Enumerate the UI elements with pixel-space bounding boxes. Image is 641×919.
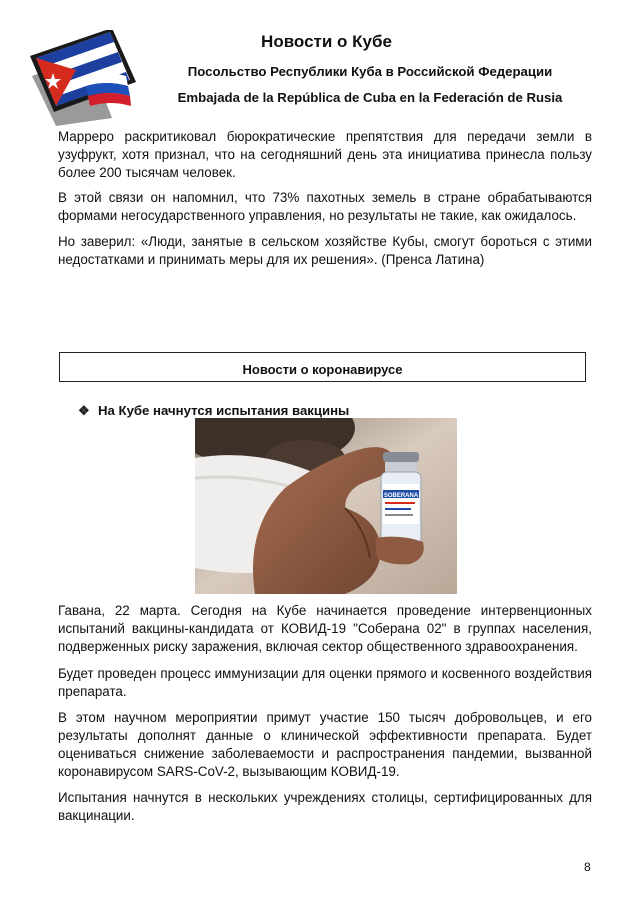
- paragraph: Испытания начнутся в нескольких учреждениях столицы, сертифицированных для вакцинации.: [58, 790, 592, 823]
- paragraph: Будет проведен процесс иммунизации для оценки прямого и косвенного воздействия препарата.: [58, 666, 592, 699]
- vial-label: SOBERANA: [383, 493, 419, 499]
- news-headline: На Кубе начнутся испытания вакцины: [98, 403, 350, 418]
- paragraph: В этом научном мероприятии примут участие 150 тысяч добровольцев, и его результаты дополнят данные о клинической эффективности препарата. Будет оцениваться снижение заболеваемости и распространения пандемии, вызванной коронавирусом SARS-CoV-2, вызывающим КОВИД-19.: [58, 710, 592, 779]
- embassy-name-ru: Посольство Республики Куба в Российской Федерации: [187, 64, 553, 79]
- diamond-bullet-icon: ❖: [78, 403, 90, 418]
- section-header-box: [59, 352, 586, 382]
- paragraph: Гавана, 22 марта. Сегодня на Кубе начинается проведение интервенционных испытаний вакцины-кандидата от КОВИД-19 "Соберана 02" в группах населения, подверженных риску заражения, включая сектор общественного здравоохранения.: [58, 603, 592, 654]
- vaccine-photo: [195, 418, 457, 594]
- news-headline-row: [78, 403, 349, 419]
- paragraph: В этой связи он напомнил, что 73% пахотных земель в стране обрабатываются формами негосударственного управления, но результаты не такие, как ожидалось.: [58, 190, 592, 223]
- section-title: Новости о коронавирусе: [242, 362, 403, 377]
- page-title: Новости о Кубе: [261, 32, 392, 51]
- paragraph: Марреро раскритиковал бюрократические препятствия для передачи земли в узуфрукт, хотя признал, что на сегодняшний день эта инициатива принесла пользу более 200 тысячам человек.: [58, 129, 592, 180]
- page-number: 8: [584, 860, 591, 874]
- paragraph: Но заверил: «Люди, занятые в сельском хозяйстве Кубы, смогут бороться с этими недостатками и принимать меры для их решения». (Пренса Латина): [58, 234, 592, 267]
- embassy-name-es: Embajada de la República de Cuba en la Federación de Rusia: [177, 90, 563, 105]
